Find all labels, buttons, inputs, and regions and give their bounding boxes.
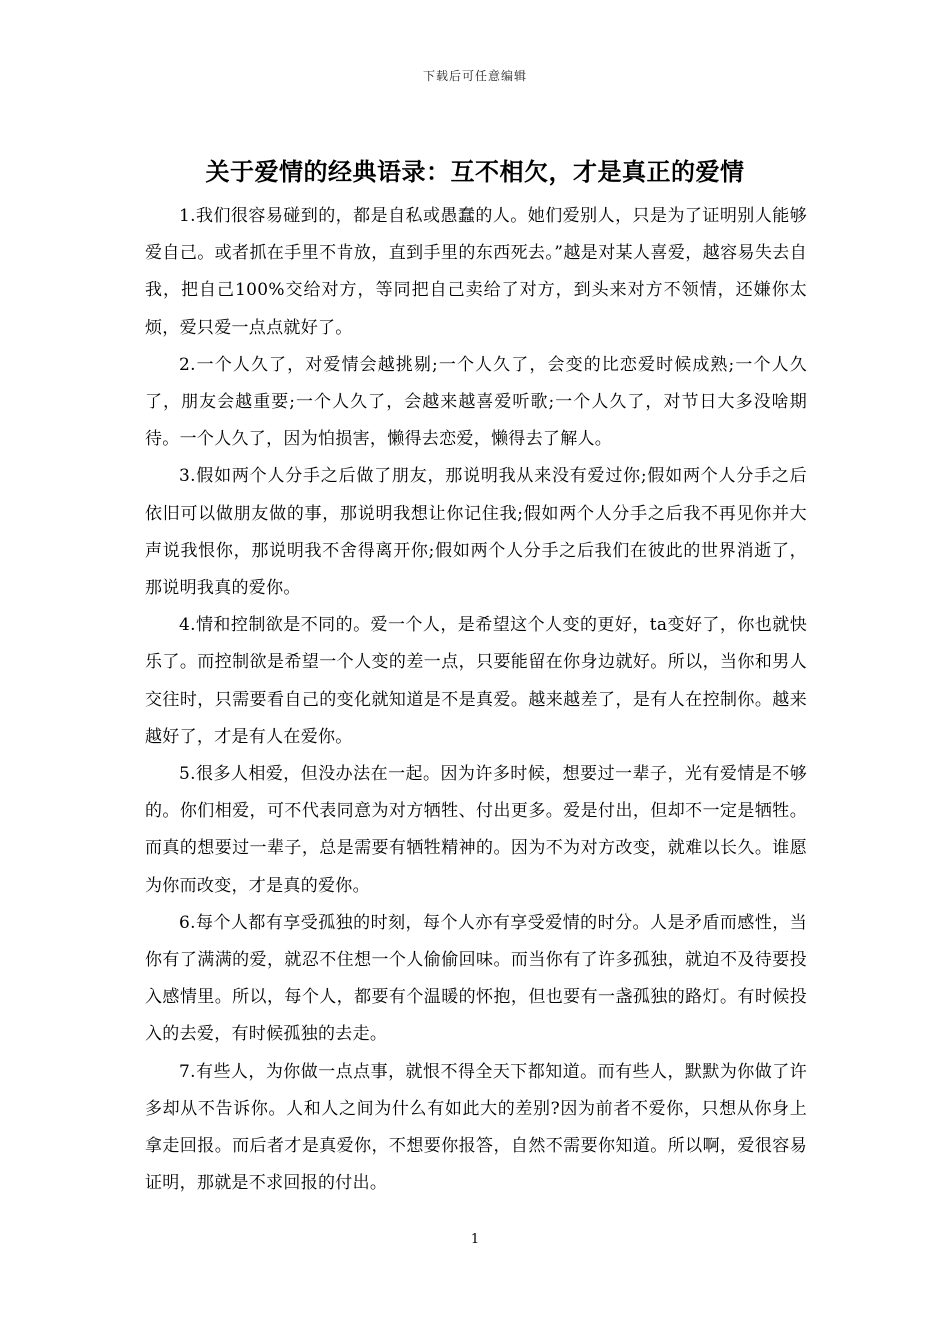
paragraph-2: 2.一个人久了，对爱情会越挑剔;一个人久了，会变的比恋爱时候成熟;一个人久了，朋友会越重要;一个人久了，会越来越喜爱听歌;一个人久了，对节日大多没啥期待。一个人久了，因为怕损害，懒得去恋爱，懒得去了解人。 [145, 354, 807, 450]
document-title: 关于爱情的经典语录：互不相欠，才是真正的爱情 [205, 157, 745, 186]
paragraph-6: 6.每个人都有享受孤独的时刻，每个人亦有享受爱情的时分。人是矛盾而感性，当你有了满满的爱，就忍不住想一个人偷偷回味。而当你有了许多孤独，就迫不及待要投入感情里。所以，每个人，都要有个温暖的怀抱，但也要有一盏孤独的路灯。有时候投入的去爱，有时候孤独的去走。 [145, 912, 807, 1045]
header-note: 下载后可任意编辑 [422, 69, 527, 83]
paragraph-1: 1.我们很容易碰到的，都是自私或愚蠢的人。她们爱别人，只是为了证明别人能够爱自己。或者抓在手里不肯放，直到手里的东西死去。”越是对某人喜爱，越容易失去自我，把自己100%交给对方，等同把自己卖给了对方，到头来对方不领情，还嫌你太烦，爱只爱一点点就好了。 [145, 206, 807, 338]
document-body [145, 198, 807, 1202]
paragraph-4: 4.情和控制欲是不同的。爱一个人，是希望这个人变的更好，ta变好了，你也就快乐了。而控制欲是希望一个人变的差一点，只要能留在你身边就好。所以，当你和男人交往时，只需要看自己的变化就知道是不是真爱。越来越差了，是有人在控制你。越来越好了，才是有人在爱你。 [145, 615, 807, 747]
paragraph-7: 7.有些人，为你做一点点事，就恨不得全天下都知道。而有些人，默默为你做了许多却从不告诉你。人和人之间为什么有如此大的差别?因为前者不爱你，只想从你身上拿走回报。而后者才是真爱你，不想要你报答，自然不需要你知道。所以啊，爱很容易证明，那就是不求回报的付出。 [145, 1061, 807, 1194]
paragraph-5: 5.很多人相爱，但没办法在一起。因为许多时候，想要过一辈子，光有爱情是不够的。你们相爱，可不代表同意为对方牺牲、付出更多。爱是付出，但却不一定是牺牲。而真的想要过一辈子，总是需要有牺牲精神的。因为不为对方改变，就难以长久。谁愿为你而改变，才是真的爱你。 [145, 764, 807, 896]
paragraph-3: 3.假如两个人分手之后做了朋友，那说明我从来没有爱过你;假如两个人分手之后依旧可以做朋友做的事，那说明我想让你记住我;假如两个人分手之后我不再见你并大声说我恨你，那说明我不舍得离开你;假如两个人分手之后我们在彼此的世界消逝了，那说明我真的爱你。 [145, 466, 807, 599]
page-number: 1 [470, 1232, 480, 1247]
